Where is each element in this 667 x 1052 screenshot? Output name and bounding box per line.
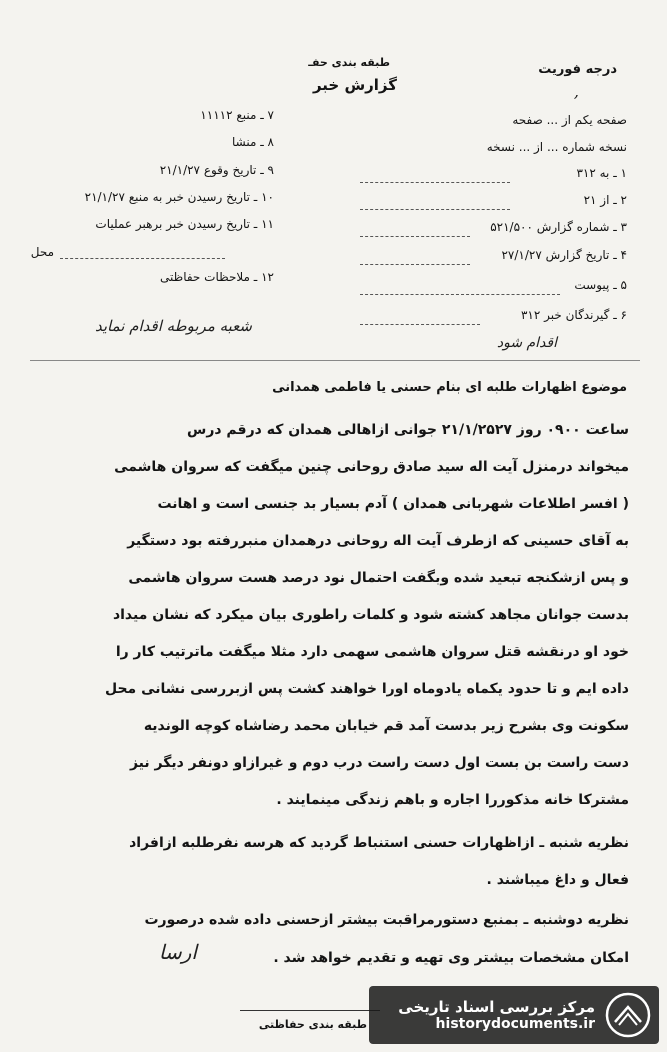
- field-report-number: ۳ ـ شماره گزارش ۵۲۱/۵۰۰: [490, 220, 627, 234]
- field-protective-notes: ۱۲ ـ ملاحظات حفاظتی: [160, 270, 274, 284]
- field-attachment: ۵ ـ پیوست: [574, 278, 627, 292]
- field-date-to-handler: ۱۱ ـ تاریخ رسیدن خبر برهبر عملیات: [95, 217, 274, 231]
- handwritten-note-right: اقدام شود: [496, 335, 557, 351]
- footer-rule: [240, 1010, 380, 1011]
- header-divider: [30, 360, 640, 361]
- field-report-date: ۴ ـ تاریخ گزارش ۲۷/۱/۲۷: [501, 248, 627, 262]
- paragraph-line-11: مشترکا خانه مذکوررا اجاره و باهم زندگی مینمایند .: [276, 792, 629, 808]
- field-report-date-line: [360, 264, 470, 265]
- comment-saturday-line-1: نظریه شنبه ـ ازاظهارات حسنی استنباط گردید که هرسه نفرطلبه ازافراد: [129, 835, 629, 851]
- signature: ارسا: [158, 940, 197, 964]
- classification-label: طبقه بندی حفـ: [308, 56, 390, 69]
- subject-line: موضوع اظهارات طلبه ای بنام حسنی یا فاطمی همدانی: [272, 380, 627, 395]
- watermark-badge: [369, 986, 659, 1044]
- field-date-to-source: ۱۰ ـ تاریخ رسیدن خبر به منبع ۲۱/۱/۲۷: [84, 190, 274, 204]
- paragraph-line-10: دست راست بن بست اول دست راست درب دوم و غیرازاو دونفر دیگر نیز: [129, 755, 629, 771]
- field-source: ۷ ـ منبع ۱۱۱۱۲: [200, 108, 274, 122]
- field-to-line: [360, 182, 510, 183]
- field-event-date: ۹ ـ تاریخ وقوع ۲۱/۱/۲۷: [159, 163, 274, 177]
- paragraph-line-6: بدست جوانان مجاهد کشته شود و کلمات راطوری بیان میکرد که نشان میداد: [112, 607, 629, 623]
- watermark-persian: مرکز بررسی اسناد تاریخی: [398, 998, 595, 1016]
- urgency-mark: ,: [573, 82, 579, 101]
- field-recipients: ۶ ـ گیرندگان خبر ۳۱۲: [520, 308, 627, 322]
- copy-number: نسخه شماره ... از ... نسخه: [486, 140, 627, 154]
- field-report-number-line: [360, 236, 470, 237]
- field-origin: ۸ ـ منشا: [231, 135, 274, 149]
- field-to: ۱ ـ به ۳۱۲: [576, 166, 627, 180]
- field-from-line: [360, 209, 510, 210]
- handwritten-note-left: شعبه مربوطه اقدام نماید: [94, 317, 252, 335]
- paragraph-line-4: به آقای حسینی که ازطرف آیت اله روحانی درهمدان منبررفته بود دستگیر: [127, 533, 629, 549]
- page-info: صفحه یکم از ... صفحه: [512, 113, 627, 127]
- comment-monday-line-1: نظریه دوشنبه ـ بمنبع دستورمراقبت بیشتر ازحسنی داده شده درصورت: [144, 912, 629, 928]
- field-from: ۲ ـ از ۲۱: [583, 193, 627, 207]
- footer-classification: طبقه بندی حفاظتی: [258, 1018, 367, 1031]
- report-title: گزارش خبر: [312, 76, 397, 94]
- field-recipients-line: [360, 324, 480, 325]
- urgency-label: درجه فوریت: [538, 62, 617, 77]
- watermark-text-group: [398, 998, 595, 1032]
- paragraph-line-7: خود او درنقشه قتل سروان هاشمی سهمی دارد مثلا میگفت ماترتیب کار را: [115, 644, 629, 660]
- field-attachment-line: [360, 294, 560, 295]
- comment-saturday-line-2: فعال و داغ میباشند .: [486, 872, 629, 888]
- paragraph-line-3: ( افسر اطلاعات شهربانی همدان ) آدم بسیار بد جنسی است و اهانت: [157, 496, 629, 512]
- open-book-icon: [605, 992, 651, 1038]
- paragraph-line-2: میخواند درمنزل آیت اله سید صادق روحانی چنین میگفت که سروان هاشمی: [114, 459, 629, 475]
- paragraph-line-5: و پس ازشکنجه تبعید شده وبگفت احتمال نود درصد هست سروان هاشمی: [128, 570, 629, 586]
- field-place-line: [60, 258, 225, 259]
- comment-monday-line-2: امکان مشخصات بیشتر وی تهیه و تقدیم خواهد شد .: [273, 950, 629, 966]
- watermark-url: historydocuments.ir: [435, 1016, 595, 1032]
- paragraph-line-8: داده ایم و تا حدود یکماه یادوماه اورا خواهند کشت پس ازبررسی نشانی محل: [104, 681, 629, 697]
- paragraph-line-1: ساعت ۰۹۰۰ روز ۲۱/۱/۲۵۲۷ جوانی ازاهالی همدان که درقم درس: [187, 422, 629, 438]
- field-place: محل: [30, 245, 54, 259]
- paragraph-line-9: سکونت وی بشرح زیر بدست آمد قم خیابان محمد رضاشاه کوچه الوندیه: [143, 718, 629, 734]
